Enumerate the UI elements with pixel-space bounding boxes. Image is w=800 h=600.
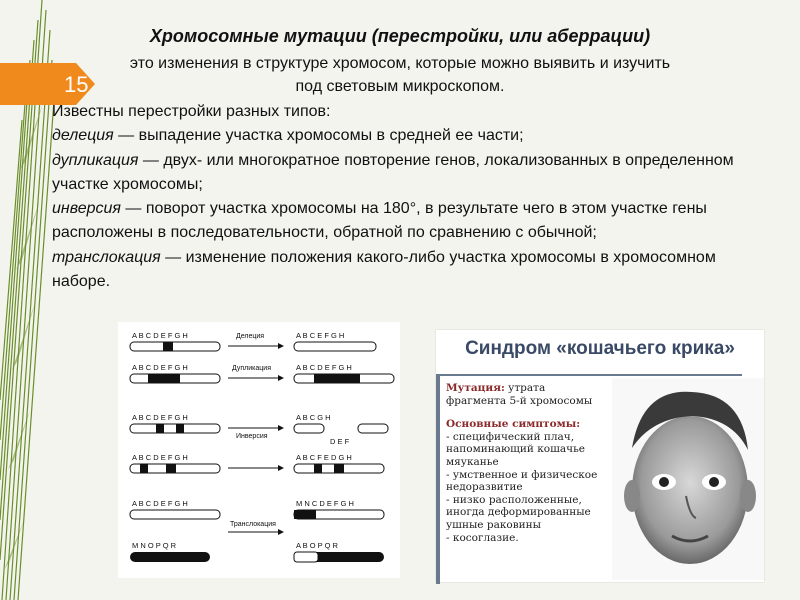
chromosome-band xyxy=(314,464,322,473)
gene-letters: A B C G H xyxy=(296,413,331,422)
chromosome-band xyxy=(166,464,176,473)
chromosome-band xyxy=(148,374,180,383)
chromosome-diagram xyxy=(118,322,400,578)
syndrome-text xyxy=(446,382,606,544)
chromosome-band xyxy=(156,424,164,433)
chromosome xyxy=(294,342,376,351)
chromosome xyxy=(294,424,324,433)
slide-body xyxy=(52,100,752,294)
chromosome xyxy=(130,510,220,519)
type-duplication xyxy=(52,149,752,198)
chromosome-band xyxy=(140,464,148,473)
chromosome-band xyxy=(130,552,210,562)
type-term: делеция xyxy=(52,127,114,145)
gene-letters: A B C D E F G H xyxy=(132,363,188,372)
syndrome-title: Синдром «кошачьего крика» xyxy=(465,338,735,359)
label-inversion: Инверсия xyxy=(236,433,268,440)
type-term: дупликация xyxy=(52,151,139,169)
type-translocation xyxy=(52,246,752,295)
label-duplication: Дупликация xyxy=(232,365,271,372)
type-deletion xyxy=(52,124,752,148)
gene-letters: A B O P Q R xyxy=(296,541,338,550)
syndrome-card xyxy=(436,330,764,582)
intro-text: Известны перестройки разных типов: xyxy=(52,103,331,120)
label-deletion: Делеция xyxy=(236,333,265,340)
chromosome-band xyxy=(294,510,316,519)
symptoms-label: Основные симптомы: xyxy=(446,418,581,431)
chromosome xyxy=(294,552,318,562)
symptom-item: - косоглазие. xyxy=(446,531,519,544)
type-text: — изменение положения какого-либо участка хромосомы в хромосомном наборе. xyxy=(52,248,716,291)
label-translocation: Транслокация xyxy=(230,521,276,528)
type-term: транслокация xyxy=(52,248,161,266)
mutation-line xyxy=(446,382,606,407)
symptom-item: - специфический плач, напоминающий кошачье мяуканье xyxy=(446,430,586,468)
mutation-text: утрата фрагмента 5-й хромосомы xyxy=(446,382,593,407)
slide-title: Хромосомные мутации (перестройки, или аберрации) xyxy=(149,26,651,46)
mutation-label: Мутация: xyxy=(446,382,505,394)
chromosome xyxy=(130,342,220,351)
slide-subtitle xyxy=(60,52,740,98)
type-text: — выпадение участка хромосомы в средней ее части; xyxy=(113,127,524,145)
type-term: инверсия xyxy=(52,200,121,218)
type-text: — двух- или многократное повторение генов, локализованных в определенном участке хромосомы; xyxy=(52,151,734,193)
symptom-item: - умственное и физическое недоразвитие xyxy=(446,468,598,494)
subtitle-line-2: под световым микроскопом. xyxy=(295,78,505,95)
chromosome-band xyxy=(314,374,360,383)
gene-letters: M N C D E F G H xyxy=(296,499,354,508)
chromosome xyxy=(130,424,220,433)
gene-letters: A B C E F G H xyxy=(296,331,345,340)
chromosome xyxy=(358,424,388,433)
slide-number: 15 xyxy=(64,72,89,97)
chromosome-band xyxy=(163,342,173,351)
gene-letters: A B C D E F G H xyxy=(132,413,188,422)
child-face-photo xyxy=(612,378,764,580)
type-inversion xyxy=(52,197,752,246)
chromosome-band xyxy=(176,424,184,433)
chromosome-band xyxy=(334,464,344,473)
subtitle-line-1: это изменения в структуре хромосом, которые можно выявить и изучить xyxy=(129,55,671,72)
type-text: — поворот участка хромосомы на 180°, в результате чего в этом участке гены расположены в последовательности, обратной по сравнению с обычной; xyxy=(52,200,707,242)
gene-letters: A B C F E D G H xyxy=(296,453,352,462)
gene-letters: A B C D E F G H xyxy=(132,331,188,340)
symptom-item: - низко расположенные, иногда деформированные ушные раковины xyxy=(446,493,591,531)
gene-letters: D E F xyxy=(330,437,350,446)
gene-letters: M N O P Q R xyxy=(132,541,177,550)
gene-letters: A B C D E F G H xyxy=(132,499,188,508)
syndrome-side-bar xyxy=(436,374,440,584)
symptoms-list xyxy=(446,431,606,544)
syndrome-rule xyxy=(436,374,742,376)
gene-letters: A B C D E F G H xyxy=(132,453,188,462)
gene-letters: A B C D E F G H xyxy=(296,363,352,372)
